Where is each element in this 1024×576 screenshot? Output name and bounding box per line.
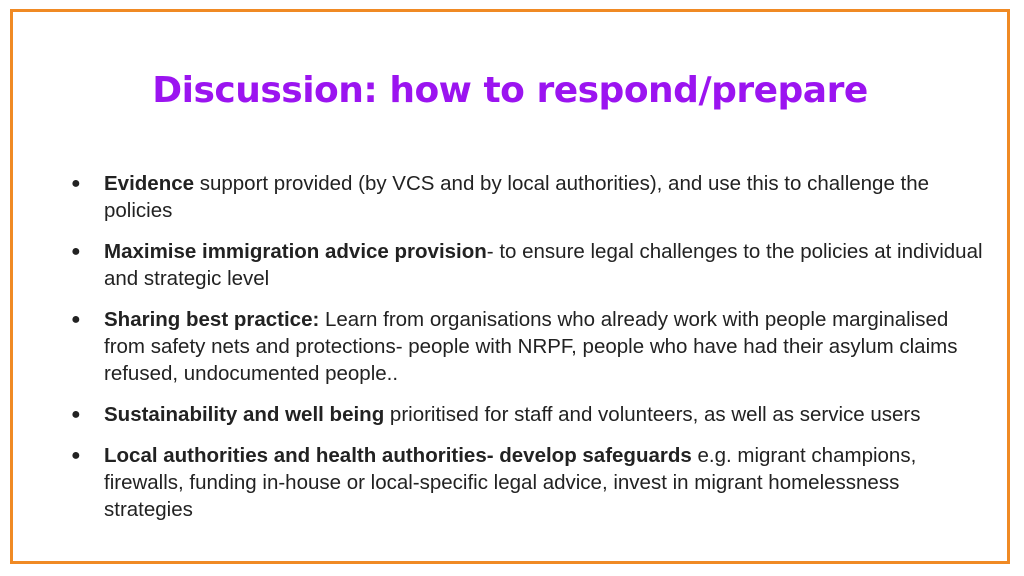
bullet-dot-icon: ●: [71, 175, 81, 192]
bullet-dot-icon: ●: [71, 311, 81, 328]
bullet-item-immigration-advice: [71, 238, 991, 292]
bullet-dot-icon: ●: [71, 447, 81, 464]
slide-title: Discussion: how to respond/prepare: [152, 70, 868, 111]
bullet-text: e.g. migrant champions, firewalls, funding in-house or local-specific legal advice, invest in migrant homelessness strategies: [104, 444, 917, 521]
bullet-dot-icon: ●: [71, 406, 81, 423]
bullet-heading: Sharing best practice:: [104, 308, 320, 331]
bullet-heading: Sustainability and well being: [104, 403, 385, 426]
slide-frame: [10, 9, 1010, 564]
bullet-text: Learn from organisations who already work with people marginalised from safety nets and protections- people with NRPF, people who have had their asylum claims refused, undocumented people..: [104, 308, 958, 385]
bullet-text: support provided (by VCS and by local authorities), and use this to challenge the policies: [104, 172, 930, 222]
bullet-heading: Local authorities and health authorities- develop safeguards: [104, 444, 692, 467]
bullet-dot-icon: ●: [71, 243, 81, 260]
bullet-text: - to ensure legal challenges to the policies at individual and strategic level: [104, 240, 983, 290]
bullet-heading: Evidence: [104, 172, 195, 195]
bullet-item-evidence: [71, 170, 991, 224]
bullet-text: prioritised for staff and volunteers, as well as service users: [384, 403, 921, 426]
bullet-item-local-authorities: [71, 442, 991, 523]
bullet-item-best-practice: [71, 306, 991, 387]
bullet-item-sustainability: [71, 401, 991, 428]
bullet-heading: Maximise immigration advice provision: [104, 240, 487, 263]
bullet-list: [71, 170, 991, 537]
